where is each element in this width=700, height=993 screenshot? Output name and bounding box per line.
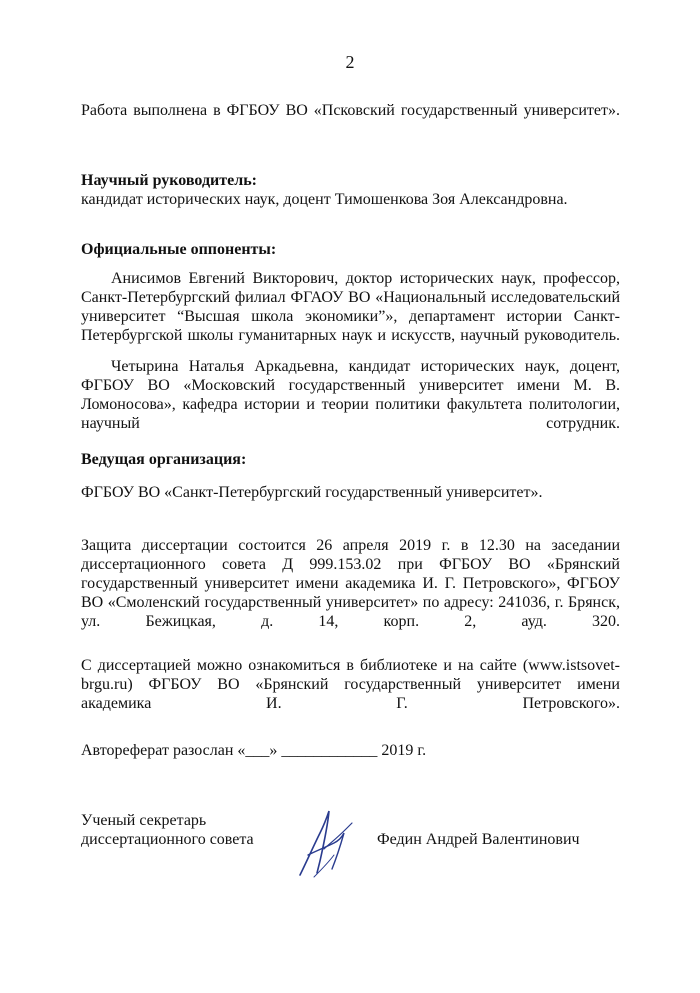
secretary-name: Федин Андрей Валентинович [377,831,580,848]
supervisor-heading: Научный руководитель: [81,172,257,189]
opponents-heading: Официальные оппоненты: [81,241,277,258]
secretary-title-line-1: Ученый секретарь [81,812,207,829]
institution-paragraph: Работа выполнена в ФГБОУ ВО «Псковский государственный университет». [81,102,620,119]
mailing-date-line: Автореферат разослан «___» ____________ 2019 г. [81,742,427,759]
library-paragraph: С диссертацией можно ознакомиться в библиотеке и на сайте (www.istsovet-brgu.ru) ФГБОУ ВО «Брянский государственный университет имени академика И. Г. Петровского». [81,657,620,712]
supervisor-text: кандидат исторических наук, доцент Тимошенкова Зоя Александровна. [81,191,568,208]
page-number: 2 [345,52,355,72]
leading-org-text: ФГБОУ ВО «Санкт-Петербургский государственный университет». [81,484,543,501]
defense-paragraph: Защита диссертации состоится 26 апреля 2019 г. в 12.30 на заседании диссертационного совета Д 999.153.02 при ФГБОУ ВО «Брянский государственный университет имени академика И. Г. Петровского», ФГБОУ ВО «Смоленский государственный университет» по адресу: 241036, г. Брянск, ул. Бежицкая, д. 14, корп. 2, ауд. 320. [81,537,620,630]
opponent-paragraph-1: Анисимов Евгений Викторович, доктор исторических наук, профессор, Санкт-Петербургский филиал ФГАОУ ВО «Национальный исследовательский университет “Высшая школа экономики”», департамент истории Санкт-Петербургской школы гуманитарных наук и искусств, научный руководитель. [81,270,620,344]
secretary-title [81,811,254,849]
secretary-title-line-2: диссертационного совета [81,831,254,848]
leading-org-heading: Ведущая организация: [81,451,247,468]
opponent-paragraph-2: Четырина Наталья Аркадьевна, кандидат исторических наук, доцент, ФГБОУ ВО «Московский государственный университет имени М. В. Ломоносова», кафедра истории и теории политики факультета политологии, научный сотрудник. [81,358,620,432]
handwritten-signature [284,803,362,881]
